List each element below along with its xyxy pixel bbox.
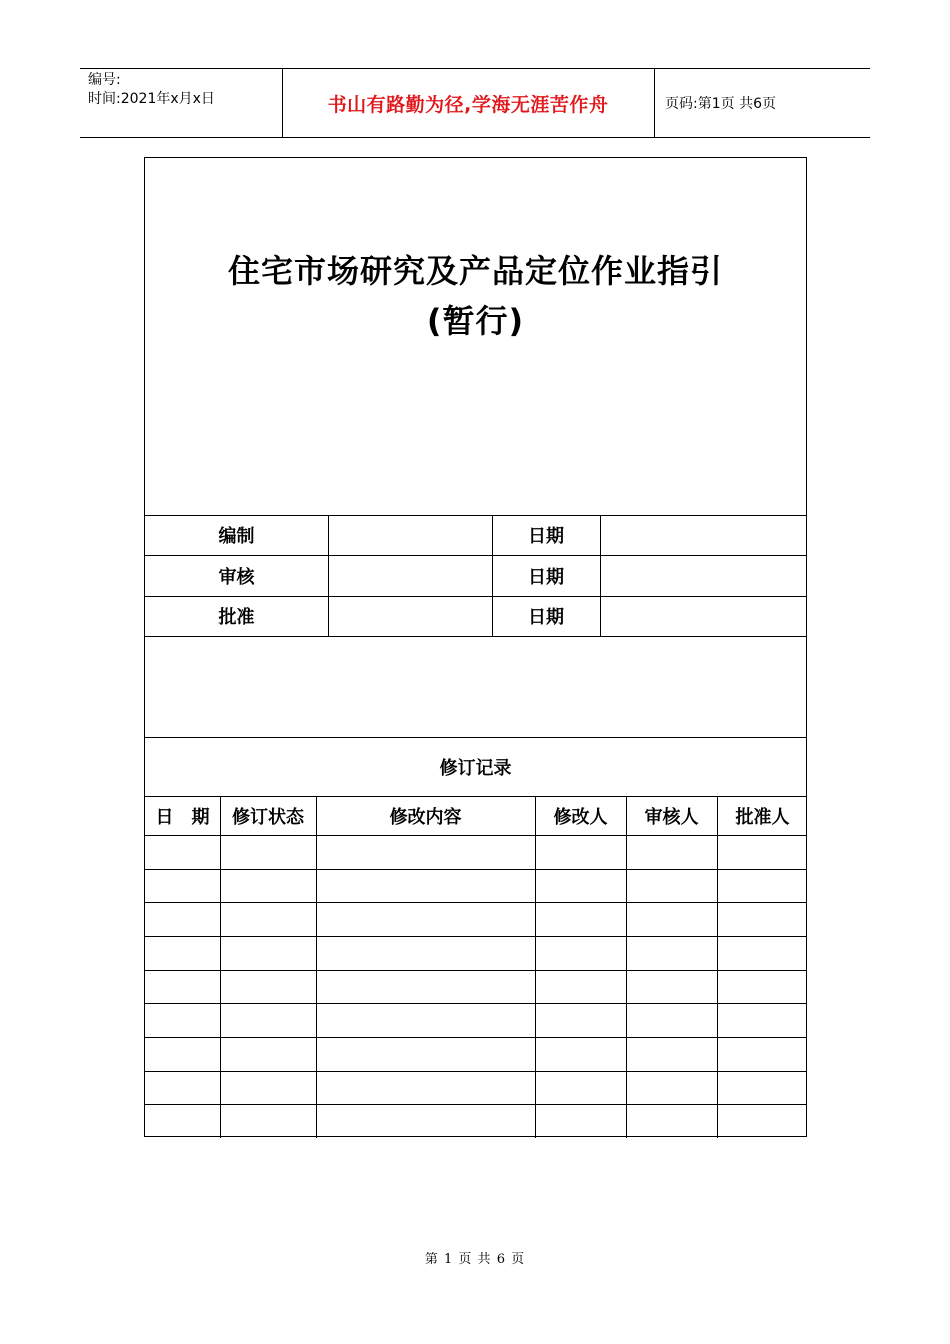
revision-col-divider [717,796,718,1138]
approval-date-label: 日期 [528,566,564,588]
document-title: 住宅市场研究及产品定位作业指引 [227,252,723,290]
approval-role-compiled: 编制 [218,526,255,547]
revision-col-content: 修改内容 [389,806,462,828]
approval-role-reviewed: 审核 [218,566,255,588]
revision-empty-row-divider [145,970,806,971]
header-meta-cell [80,69,283,137]
header-motto: 书山有路勤为径,学海无涯苦作舟 [327,93,609,116]
revision-empty-row-divider [145,902,806,903]
revision-empty-row-divider [145,1037,806,1038]
revision-header-bottom [145,835,806,836]
document-date-line: 时间:2021年x月x日 [88,91,215,107]
approval-col-divider [600,515,601,636]
document-subtitle: (暂行) [426,302,525,340]
revision-col-date: 日 期 [155,806,210,828]
page-footer-number: 第 1 页 共 6 页 [424,1252,526,1267]
header-motto-cell [282,69,655,137]
revision-record-title: 修订记录 [439,757,512,779]
revision-empty-row-divider [145,869,806,870]
document-number-label: 编号: [88,72,121,88]
header-page-cell [655,69,870,137]
revision-col-status: 修订状态 [232,806,304,828]
revision-empty-row-divider [145,1104,806,1105]
revision-col-modifier: 修改人 [553,806,608,828]
revision-col-approver: 批准人 [735,806,790,828]
revision-empty-row-divider [145,1003,806,1004]
revision-empty-row-divider [145,936,806,937]
revision-col-divider [535,796,536,1138]
page-header [80,68,870,138]
approval-date-label: 日期 [528,526,564,547]
header-page-info: 页码:第1页 共6页 [665,96,776,112]
revision-col-divider [626,796,627,1138]
approval-bottom-border [145,636,806,637]
approval-role-approved: 批准 [218,607,255,628]
cover-form [144,157,807,1137]
approval-col-divider [328,515,329,636]
revision-col-divider [316,796,317,1138]
approval-date-label: 日期 [528,607,564,628]
revision-col-divider [220,796,221,1138]
revision-col-reviewer: 审核人 [644,806,699,828]
revision-empty-row-divider [145,1071,806,1072]
